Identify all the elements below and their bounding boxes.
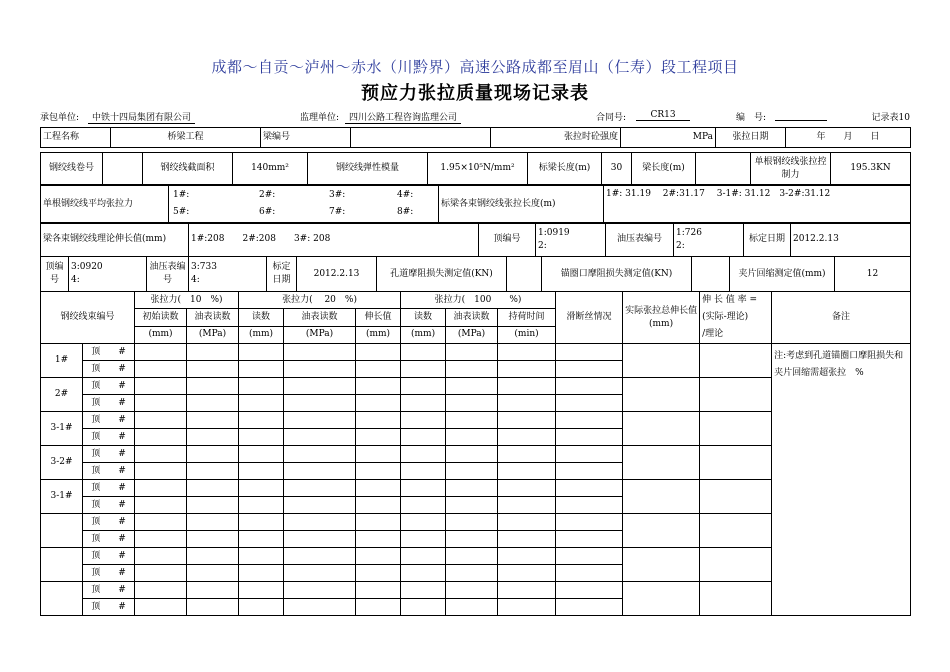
- info-table-row4: [40, 222, 911, 257]
- rate-cell[interactable]: [700, 514, 772, 548]
- strand-group-label: [41, 514, 83, 548]
- entry-cell[interactable]: [356, 548, 401, 565]
- entry-cell[interactable]: [135, 429, 187, 446]
- strength-unit: MPa: [621, 128, 716, 148]
- entry-cell[interactable]: [498, 565, 556, 582]
- entry-cell[interactable]: [556, 378, 623, 395]
- entry-cell[interactable]: [401, 378, 446, 395]
- col-gauge: 油表读数: [284, 309, 356, 326]
- slot-3: 3#:: [329, 190, 346, 200]
- remark-note: 注:考虑到孔道锚圈口摩阻损失和夹片回缩需超张拉 %: [772, 344, 911, 616]
- entry-cell[interactable]: [135, 565, 187, 582]
- entry-cell[interactable]: [135, 582, 187, 599]
- gauge-3: 3:733: [191, 262, 217, 272]
- entry-cell[interactable]: [446, 548, 498, 565]
- unit-mm: (mm): [135, 326, 187, 343]
- entry-cell[interactable]: [498, 361, 556, 378]
- rate-header: [700, 292, 772, 344]
- strand-group-label: 3-1#: [41, 412, 83, 446]
- entry-cell[interactable]: [284, 480, 356, 497]
- entry-cell[interactable]: [239, 446, 284, 463]
- total-ext-cell[interactable]: [623, 412, 700, 446]
- unit-mpa: (MPa): [284, 326, 356, 343]
- slot-4: 4#:: [397, 190, 414, 200]
- project-title: 成都～自贡～泸州～赤水（川黔界）高速公路成都至眉山（仁寿）段工程项目: [211, 58, 739, 76]
- unit-mm: (mm): [356, 326, 401, 343]
- entry-cell[interactable]: [356, 463, 401, 480]
- slot-8: 8#:: [397, 207, 414, 217]
- std-lengths-label: 标梁各束钢绞线张拉长度(m): [439, 186, 604, 224]
- entry-cell[interactable]: [356, 429, 401, 446]
- calib-value: 2012.2.13: [791, 223, 911, 257]
- modulus-value: 1.95×10⁵N/mm²: [428, 153, 528, 185]
- entry-cell[interactable]: [187, 514, 239, 531]
- entry-cell[interactable]: [498, 395, 556, 412]
- entry-cell[interactable]: [401, 446, 446, 463]
- entry-cell[interactable]: [556, 344, 623, 361]
- form-title: 预应力张拉质量现场记录表: [361, 83, 589, 104]
- entry-cell[interactable]: [284, 446, 356, 463]
- entry-cell[interactable]: [356, 395, 401, 412]
- col-read: 读数: [401, 309, 446, 326]
- entry-cell[interactable]: [446, 480, 498, 497]
- contractor-value: 中铁十四局集团有限公司: [88, 110, 195, 124]
- slot-7: 7#:: [329, 207, 346, 217]
- jack-cell: 顶 #: [83, 599, 135, 616]
- entry-cell[interactable]: [401, 344, 446, 361]
- entry-cell[interactable]: [284, 361, 356, 378]
- slip-header: 滑断丝情况: [556, 292, 623, 344]
- entry-cell[interactable]: [401, 531, 446, 548]
- info-table-row3: [40, 185, 911, 224]
- entry-cell[interactable]: [284, 412, 356, 429]
- entry-cell[interactable]: [284, 395, 356, 412]
- entry-cell[interactable]: [135, 463, 187, 480]
- entry-cell[interactable]: [284, 548, 356, 565]
- entry-cell[interactable]: [187, 463, 239, 480]
- jack-cell: 顶 #: [83, 497, 135, 514]
- entry-cell[interactable]: [401, 514, 446, 531]
- entry-cell[interactable]: [446, 531, 498, 548]
- entry-cell[interactable]: [446, 514, 498, 531]
- calib-value: 2012.2.13: [297, 257, 377, 292]
- entry-cell[interactable]: [498, 412, 556, 429]
- entry-cell[interactable]: [187, 412, 239, 429]
- entry-cell[interactable]: [556, 361, 623, 378]
- jack-values: [536, 223, 606, 257]
- entry-cell[interactable]: [401, 582, 446, 599]
- entry-cell[interactable]: [356, 497, 401, 514]
- jack-cell: 顶 #: [83, 344, 135, 361]
- entry-cell[interactable]: [498, 480, 556, 497]
- entry-cell[interactable]: [284, 514, 356, 531]
- entry-cell[interactable]: [446, 565, 498, 582]
- strand-group-label: [41, 548, 83, 582]
- jack-cell: 顶 #: [83, 514, 135, 531]
- entry-cell[interactable]: [356, 599, 401, 616]
- total-ext-cell[interactable]: [623, 480, 700, 514]
- entry-cell[interactable]: [446, 429, 498, 446]
- supervisor-label: 监理单位:: [300, 113, 340, 123]
- duct-label: 孔道摩阻损失测定值(KN): [377, 257, 507, 292]
- stage3-header: 张拉力( 100 %): [401, 292, 556, 309]
- theory-value: 1#:208 2#:208 3#: 208: [189, 223, 479, 257]
- entry-cell[interactable]: [401, 599, 446, 616]
- entry-cell[interactable]: [135, 548, 187, 565]
- slot-6: 6#:: [259, 207, 276, 217]
- contractor-label: 承包单位:: [40, 113, 80, 123]
- date-value: 年 月 日: [786, 128, 911, 148]
- jack-cell: 顶 #: [83, 565, 135, 582]
- entry-cell[interactable]: [239, 429, 284, 446]
- total-ext-header: 实际张拉总伸长值(mm): [623, 292, 700, 344]
- duct-value: [507, 257, 542, 292]
- entry-cell[interactable]: [356, 446, 401, 463]
- total-ext-cell[interactable]: [623, 378, 700, 412]
- slot-1: 1#:: [173, 190, 190, 200]
- col-ext: 伸长值: [356, 309, 401, 326]
- entry-cell[interactable]: [239, 378, 284, 395]
- jack-label: 顶编号: [479, 223, 536, 257]
- jack-cell: 顶 #: [83, 463, 135, 480]
- area-value: 140mm²: [233, 153, 308, 185]
- strand-group-label: [41, 582, 83, 616]
- rate-cell[interactable]: [700, 412, 772, 446]
- entry-cell[interactable]: [239, 412, 284, 429]
- entry-cell[interactable]: [356, 361, 401, 378]
- rate-header-1: 伸 长 值 率 =: [702, 295, 758, 305]
- entry-cell[interactable]: [239, 395, 284, 412]
- entry-cell[interactable]: [446, 497, 498, 514]
- entry-cell[interactable]: [239, 531, 284, 548]
- entry-cell[interactable]: [356, 582, 401, 599]
- modulus-label: 钢绞线弹性模量: [308, 153, 428, 185]
- gauge-2: 2:: [676, 240, 685, 251]
- entry-cell[interactable]: [135, 344, 187, 361]
- col-gauge: 油表读数: [446, 309, 498, 326]
- entry-cell[interactable]: [498, 446, 556, 463]
- entry-cell[interactable]: [187, 565, 239, 582]
- entry-cell[interactable]: [284, 429, 356, 446]
- entry-cell[interactable]: [401, 548, 446, 565]
- beam-length-label: 梁长度(m): [632, 153, 696, 185]
- entry-cell[interactable]: [498, 497, 556, 514]
- entry-cell[interactable]: [239, 565, 284, 582]
- entry-cell[interactable]: [401, 429, 446, 446]
- entry-cell[interactable]: [446, 395, 498, 412]
- jack-cell: 顶 #: [83, 446, 135, 463]
- entry-cell[interactable]: [187, 429, 239, 446]
- col-init: 初始读数: [135, 309, 187, 326]
- entry-cell[interactable]: [498, 548, 556, 565]
- entry-cell[interactable]: [556, 599, 623, 616]
- entry-cell[interactable]: [135, 395, 187, 412]
- entry-cell[interactable]: [284, 344, 356, 361]
- meta-row: [40, 110, 910, 126]
- entry-cell[interactable]: [187, 497, 239, 514]
- part-label: 工程名称: [41, 128, 111, 148]
- entry-cell[interactable]: [401, 480, 446, 497]
- jack-cell: 顶 #: [83, 395, 135, 412]
- gauge-label: 油压表编号: [606, 223, 674, 257]
- jack-cell: 顶 #: [83, 429, 135, 446]
- contract-value: CR13: [636, 110, 690, 121]
- jack-cell: 顶 #: [83, 412, 135, 429]
- entry-cell[interactable]: [556, 446, 623, 463]
- tension-record-grid: [40, 291, 911, 616]
- entry-cell[interactable]: [498, 599, 556, 616]
- total-ext-cell[interactable]: [623, 582, 700, 616]
- calib-label: 标定日期: [267, 257, 297, 292]
- entry-cell[interactable]: [556, 412, 623, 429]
- entry-cell[interactable]: [401, 395, 446, 412]
- entry-cell[interactable]: [556, 497, 623, 514]
- entry-cell[interactable]: [446, 446, 498, 463]
- entry-cell[interactable]: [239, 599, 284, 616]
- rate-cell[interactable]: [700, 582, 772, 616]
- col-hold: 持荷时间: [498, 309, 556, 326]
- jack-4: 4:: [71, 275, 80, 285]
- date-label: 张拉日期: [716, 128, 786, 148]
- entry-cell[interactable]: [446, 582, 498, 599]
- entry-cell[interactable]: [187, 446, 239, 463]
- jack-cell: 顶 #: [83, 480, 135, 497]
- entry-cell[interactable]: [356, 378, 401, 395]
- anchor-label: 锚圈口摩阻损失测定值(KN): [542, 257, 692, 292]
- theory-label: 梁各束钢绞线理论伸长值(mm): [41, 223, 189, 257]
- entry-cell[interactable]: [401, 361, 446, 378]
- strength-label: 张拉时砼强度: [491, 128, 621, 148]
- entry-cell[interactable]: [498, 378, 556, 395]
- entry-cell[interactable]: [556, 548, 623, 565]
- gauge-1: 1:726: [676, 227, 702, 238]
- calib-label: 标定日期: [744, 223, 791, 257]
- entry-cell[interactable]: [284, 582, 356, 599]
- unit-mpa: (MPa): [446, 326, 498, 343]
- entry-cell[interactable]: [135, 514, 187, 531]
- entry-cell[interactable]: [446, 361, 498, 378]
- entry-cell[interactable]: [187, 395, 239, 412]
- avg-force-slots: [169, 186, 439, 224]
- stage1-header: 张拉力( 10 %): [135, 292, 239, 309]
- slip-value: 12: [835, 257, 911, 292]
- beam-length-value: [696, 153, 751, 185]
- entry-cell[interactable]: [239, 514, 284, 531]
- strand-no-value: [103, 153, 143, 185]
- entry-cell[interactable]: [135, 378, 187, 395]
- entry-cell[interactable]: [284, 531, 356, 548]
- std-lengths-line1: 1#: 31.19 2#:31.17 3-1#: 31.12 3-2#:31.12: [606, 189, 831, 199]
- jack-values: [69, 257, 147, 292]
- entry-cell[interactable]: [284, 565, 356, 582]
- jack-2: 2:: [538, 240, 547, 251]
- total-ext-cell[interactable]: [623, 548, 700, 582]
- unit-mm: (mm): [239, 326, 284, 343]
- entry-cell[interactable]: [498, 429, 556, 446]
- entry-cell[interactable]: [556, 429, 623, 446]
- entry-cell[interactable]: [401, 565, 446, 582]
- strand-group-label: 2#: [41, 378, 83, 412]
- entry-cell[interactable]: [498, 514, 556, 531]
- entry-cell[interactable]: [187, 378, 239, 395]
- entry-cell[interactable]: [187, 531, 239, 548]
- entry-cell[interactable]: [135, 531, 187, 548]
- beam-label: 梁编号: [261, 128, 351, 148]
- entry-cell[interactable]: [556, 463, 623, 480]
- entry-cell[interactable]: [556, 582, 623, 599]
- rate-cell[interactable]: [700, 446, 772, 480]
- entry-cell[interactable]: [446, 378, 498, 395]
- control-force-label: 单根钢绞线张拉控制力: [751, 153, 831, 185]
- entry-cell[interactable]: [498, 463, 556, 480]
- entry-cell[interactable]: [187, 599, 239, 616]
- std-length-label: 标梁长度(m): [528, 153, 602, 185]
- part-value: 桥梁工程: [111, 128, 261, 148]
- info-table-row1: [40, 127, 911, 148]
- slot-5: 5#:: [173, 207, 190, 217]
- entry-cell[interactable]: [239, 480, 284, 497]
- entry-cell[interactable]: [187, 344, 239, 361]
- entry-cell[interactable]: [284, 463, 356, 480]
- jack-3: 3:0920: [71, 262, 103, 272]
- slip-label: 夹片回缩测定值(mm): [730, 257, 835, 292]
- entry-cell[interactable]: [239, 497, 284, 514]
- entry-cell[interactable]: [135, 412, 187, 429]
- entry-cell[interactable]: [356, 514, 401, 531]
- control-force-value: 195.3KN: [831, 153, 911, 185]
- entry-cell[interactable]: [284, 497, 356, 514]
- gauge-4: 4:: [191, 275, 200, 285]
- entry-cell[interactable]: [135, 446, 187, 463]
- unit-mpa: (MPa): [187, 326, 239, 343]
- gauge-values: [189, 257, 267, 292]
- rate-cell[interactable]: [700, 378, 772, 412]
- entry-cell[interactable]: [239, 582, 284, 599]
- jack-cell: 顶 #: [83, 361, 135, 378]
- entry-cell[interactable]: [356, 344, 401, 361]
- info-table-row2: [40, 152, 911, 185]
- entry-cell[interactable]: [446, 344, 498, 361]
- remark-header: 备注: [772, 292, 911, 344]
- supervisor-value: 四川公路工程咨询监理公司: [345, 110, 461, 124]
- anchor-value: [692, 257, 730, 292]
- entry-cell[interactable]: [556, 565, 623, 582]
- entry-cell[interactable]: [401, 412, 446, 429]
- entry-cell[interactable]: [556, 480, 623, 497]
- entry-cell[interactable]: [187, 548, 239, 565]
- jack-1: 1:0919: [538, 227, 570, 238]
- entry-cell[interactable]: [239, 361, 284, 378]
- slot-2: 2#:: [259, 190, 276, 200]
- rate-cell[interactable]: [700, 344, 772, 378]
- grid-body: [41, 344, 911, 616]
- entry-cell[interactable]: [284, 599, 356, 616]
- jack-cell: 顶 #: [83, 531, 135, 548]
- total-ext-cell[interactable]: [623, 514, 700, 548]
- entry-cell[interactable]: [135, 480, 187, 497]
- jack-cell: 顶 #: [83, 548, 135, 565]
- unit-mm: (mm): [401, 326, 446, 343]
- number-label: 编 号:: [736, 113, 767, 123]
- entry-cell[interactable]: [356, 480, 401, 497]
- entry-cell[interactable]: [135, 497, 187, 514]
- jack-label: 顶编号: [41, 257, 69, 292]
- std-length-value: 30: [602, 153, 632, 185]
- entry-cell[interactable]: [284, 378, 356, 395]
- entry-cell[interactable]: [556, 395, 623, 412]
- strand-group-label: 3-2#: [41, 446, 83, 480]
- strand-no-label: 钢绞线卷号: [41, 153, 103, 185]
- entry-cell[interactable]: [187, 361, 239, 378]
- entry-cell[interactable]: [401, 497, 446, 514]
- contract-label: 合同号:: [596, 113, 627, 123]
- entry-cell[interactable]: [135, 599, 187, 616]
- entry-cell[interactable]: [239, 463, 284, 480]
- entry-cell[interactable]: [401, 463, 446, 480]
- table-row: [41, 344, 911, 361]
- gauge-label: 油压表编号: [147, 257, 189, 292]
- entry-cell[interactable]: [187, 480, 239, 497]
- entry-cell[interactable]: [498, 344, 556, 361]
- form-number: 记录表10: [871, 113, 910, 123]
- entry-cell[interactable]: [498, 531, 556, 548]
- jack-cell: 顶 #: [83, 582, 135, 599]
- entry-cell[interactable]: [239, 548, 284, 565]
- strand-header: 钢绞线束编号: [41, 292, 135, 344]
- rate-header-2: (实际-理论): [702, 312, 749, 322]
- number-value: [775, 110, 827, 121]
- stage2-header: 张拉力( 20 %): [239, 292, 401, 309]
- jack-cell: 顶 #: [83, 378, 135, 395]
- total-ext-cell[interactable]: [623, 446, 700, 480]
- entry-cell[interactable]: [446, 412, 498, 429]
- strand-group-label: 3-1#: [41, 480, 83, 514]
- gauge-values: [674, 223, 744, 257]
- total-ext-cell[interactable]: [623, 344, 700, 378]
- entry-cell[interactable]: [135, 361, 187, 378]
- beam-value: [351, 128, 491, 148]
- entry-cell[interactable]: [356, 531, 401, 548]
- rate-cell[interactable]: [700, 548, 772, 582]
- info-table-row5: [40, 256, 911, 292]
- std-lengths-value: [604, 186, 911, 224]
- entry-cell[interactable]: [356, 565, 401, 582]
- strand-group-label: 1#: [41, 344, 83, 378]
- rate-header-3: /理论: [702, 329, 724, 339]
- entry-cell[interactable]: [239, 344, 284, 361]
- unit-min: (min): [498, 326, 556, 343]
- avg-force-label: 单根钢绞线平均张拉力: [41, 186, 169, 224]
- entry-cell[interactable]: [446, 463, 498, 480]
- entry-cell[interactable]: [498, 582, 556, 599]
- entry-cell[interactable]: [356, 412, 401, 429]
- entry-cell[interactable]: [187, 582, 239, 599]
- col-gauge: 油表读数: [187, 309, 239, 326]
- area-label: 钢绞线截面积: [143, 153, 233, 185]
- entry-cell[interactable]: [556, 531, 623, 548]
- entry-cell[interactable]: [556, 514, 623, 531]
- col-read: 读数: [239, 309, 284, 326]
- rate-cell[interactable]: [700, 480, 772, 514]
- entry-cell[interactable]: [446, 599, 498, 616]
